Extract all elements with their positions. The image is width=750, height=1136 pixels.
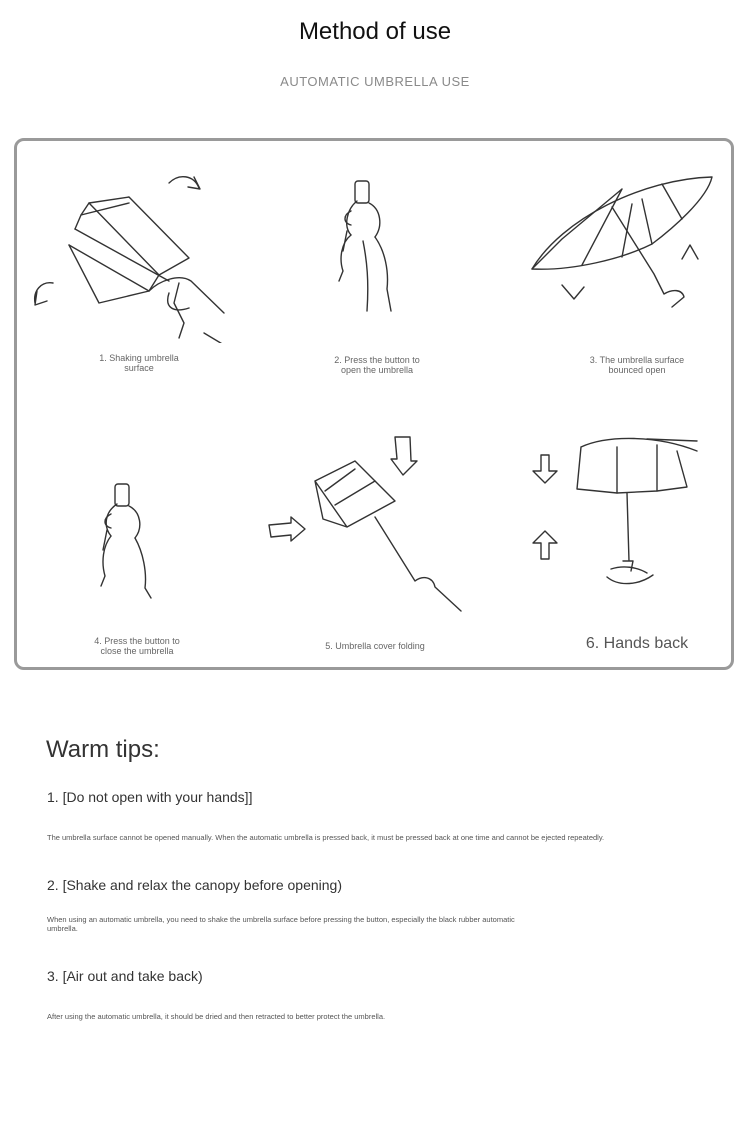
tip-3-body: After using the automatic umbrella, it should be dried and then retracted to better protect the umbrella. — [47, 1012, 386, 1021]
page-subtitle: AUTOMATIC UMBRELLA USE — [280, 74, 470, 89]
tip-3-heading: 3. [Air out and take back) — [47, 968, 203, 984]
warm-tips-title: Warm tips: — [46, 736, 160, 763]
page-title: Method of use — [298, 18, 452, 45]
step-6-caption: 6. Hands back — [585, 635, 689, 652]
step-4 — [67, 466, 207, 656]
press-open-button-illustration — [307, 171, 447, 321]
step-5 — [265, 431, 475, 651]
shaking-umbrella-illustration — [29, 163, 229, 343]
step-3 — [522, 159, 722, 375]
tip-1-body: The umbrella surface cannot be opened manually. When the automatic umbrella is pressed back, it must be pressed back at one time and cannot be ejected repeatedly. — [47, 833, 605, 842]
step-1 — [29, 163, 229, 373]
step-2-caption: 2. Press the button to open the umbrella — [334, 355, 420, 375]
step-4-caption: 4. Press the button to close the umbrella — [94, 636, 180, 656]
tip-2-body: When using an automatic umbrella, you need to shake the umbrella surface before pressing the button, especially the black rubber automatic umbrella. — [47, 915, 515, 933]
umbrella-open-illustration — [522, 159, 722, 329]
cover-folding-illustration — [265, 431, 475, 621]
tip-1-heading: 1. [Do not open with your hands]] — [47, 789, 253, 805]
hands-back-illustration — [527, 431, 722, 601]
step-2 — [307, 171, 447, 375]
press-close-button-illustration — [67, 466, 207, 606]
tip-2-heading: 2. [Shake and relax the canopy before opening) — [47, 877, 342, 893]
step-5-caption: 5. Umbrella cover folding — [325, 641, 425, 651]
step-6 — [527, 431, 722, 661]
step-3-caption: 3. The umbrella surface bounced open — [589, 355, 685, 375]
step-1-caption: 1. Shaking umbrella surface — [99, 353, 179, 373]
instructions-panel — [14, 138, 734, 670]
